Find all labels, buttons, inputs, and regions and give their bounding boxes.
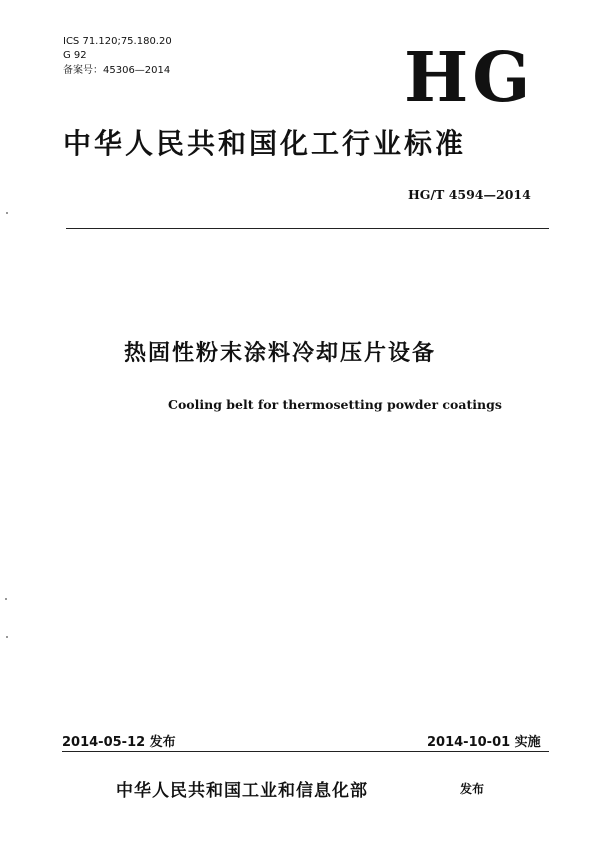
top-divider: [66, 228, 549, 229]
hg-logo: HG: [404, 38, 535, 118]
standard-number: HG/T 4594—2014: [408, 187, 531, 202]
scan-speck: [6, 636, 8, 638]
issue-date: 2014-05-12 发布: [62, 735, 176, 750]
standard-category-title: 中华人民共和国化工行业标准: [63, 127, 467, 160]
document-title-english: Cooling belt for thermosetting powder coatings: [168, 397, 502, 412]
publish-label: 发布: [460, 782, 485, 796]
document-title-chinese: 热固性粉末涂料冷却压片设备: [124, 341, 437, 366]
publisher-name: 中华人民共和国工业和信息化部: [116, 781, 368, 801]
scan-speck: [5, 598, 7, 600]
scan-speck: [6, 212, 8, 214]
ics-code: ICS 71.120;75.180.20: [63, 36, 172, 47]
implementation-date: 2014-10-01 实施: [427, 735, 541, 750]
bottom-divider: [62, 751, 549, 752]
classification-code: G 92: [63, 50, 87, 61]
record-number: 备案号：45306—2014: [63, 65, 171, 76]
